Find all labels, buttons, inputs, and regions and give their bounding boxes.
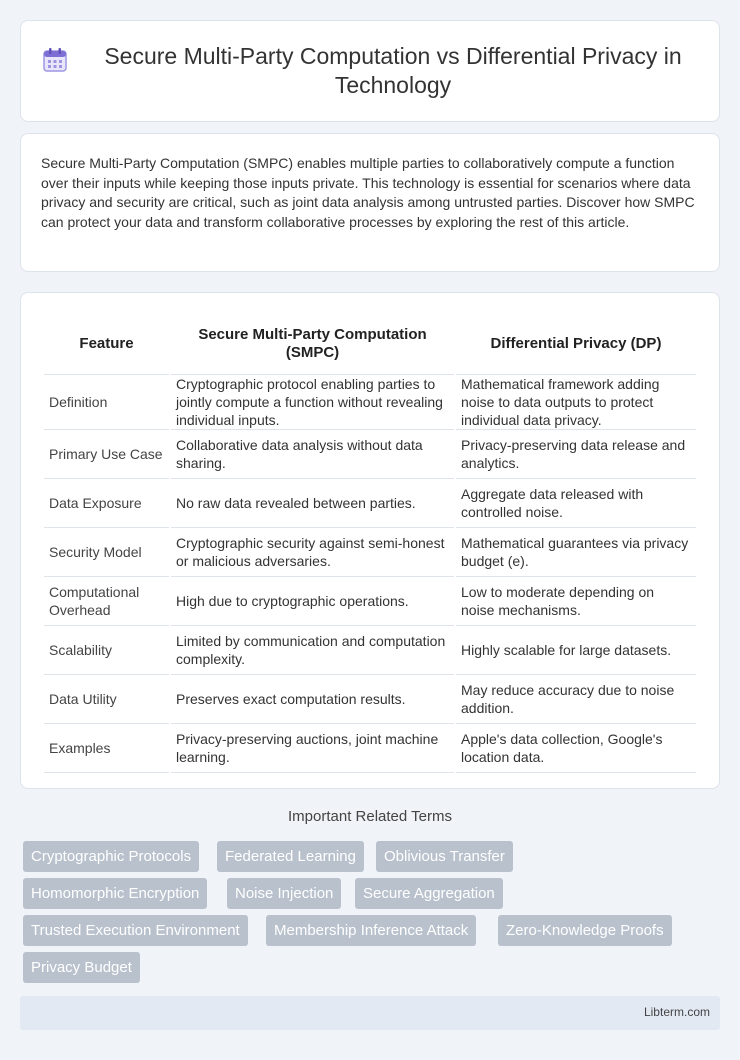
dp-cell: Apple's data collection, Google's location data.: [456, 724, 696, 773]
tag-noise-injection[interactable]: Noise Injection: [227, 878, 341, 909]
tag-trusted-execution-environment[interactable]: Trusted Execution Environment: [23, 915, 248, 946]
smpc-cell: High due to cryptographic operations.: [171, 577, 454, 626]
dp-cell: Low to moderate depending on noise mechanisms.: [456, 577, 696, 626]
tag-membership-inference-attack[interactable]: Membership Inference Attack: [266, 915, 476, 946]
table-row: [44, 577, 696, 626]
feature-cell: Data Exposure: [44, 479, 169, 528]
dp-cell: Aggregate data released with controlled noise.: [456, 479, 696, 528]
tag-oblivious-transfer[interactable]: Oblivious Transfer: [376, 841, 513, 872]
smpc-cell: Cryptographic security against semi-honest or malicious adversaries.: [171, 528, 454, 577]
header-smpc: Secure Multi-Party Computation (SMPC): [171, 313, 454, 375]
feature-cell: Data Utility: [44, 675, 169, 724]
page-title: Secure Multi-Party Computation vs Differential Privacy in Technology: [104, 43, 682, 98]
smpc-cell: Limited by communication and computation complexity.: [171, 626, 454, 675]
feature-cell: Scalability: [44, 626, 169, 675]
tag-cryptographic-protocols[interactable]: Cryptographic Protocols: [23, 841, 199, 872]
dp-cell: Mathematical framework adding noise to data outputs to protect individual data privacy.: [456, 375, 696, 430]
footer: [20, 996, 720, 1030]
tag-zero-knowledge-proofs[interactable]: Zero-Knowledge Proofs: [498, 915, 672, 946]
tag-privacy-budget[interactable]: Privacy Budget: [23, 952, 140, 983]
footer-site-link[interactable]: Libterm.com: [643, 1005, 710, 1019]
dp-cell: Privacy-preserving data release and analytics.: [456, 430, 696, 479]
table-row: [44, 724, 696, 773]
feature-cell: Examples: [44, 724, 169, 773]
table-header-row: [44, 313, 696, 375]
dp-cell: Mathematical guarantees via privacy budget (e).: [456, 528, 696, 577]
smpc-cell: Preserves exact computation results.: [171, 675, 454, 724]
smpc-cell: Cryptographic protocol enabling parties to jointly compute a function without revealing individual inputs.: [171, 375, 454, 430]
feature-cell: Definition: [44, 375, 169, 430]
tag-secure-aggregation[interactable]: Secure Aggregation: [355, 878, 503, 909]
table-row: [44, 528, 696, 577]
dp-cell: May reduce accuracy due to noise addition.: [456, 675, 696, 724]
tag-federated-learning[interactable]: Federated Learning: [217, 841, 364, 872]
intro-paragraph: Secure Multi-Party Computation (SMPC) enables multiple parties to collaboratively compute a function over their inputs while keeping those inputs private. This technology is essential for scenarios where data privacy and security are critical, such as joint data analysis among untrusted parties. Discover how SMPC can protect your data and transform collaborative processes by exploring the rest of this article.: [41, 155, 695, 230]
calendar-icon: [41, 46, 69, 74]
feature-cell: Computational Overhead: [44, 577, 169, 626]
table-row: [44, 675, 696, 724]
comparison-table: [42, 313, 698, 773]
tag-homomorphic-encryption[interactable]: Homomorphic Encryption: [23, 878, 207, 909]
table-row: [44, 479, 696, 528]
feature-cell: Security Model: [44, 528, 169, 577]
table-row: [44, 626, 696, 675]
table-row: [44, 375, 696, 430]
header-dp: Differential Privacy (DP): [456, 313, 696, 375]
dp-cell: Highly scalable for large datasets.: [456, 626, 696, 675]
intro-card: [20, 133, 720, 272]
header-card: [20, 20, 720, 122]
smpc-cell: No raw data revealed between parties.: [171, 479, 454, 528]
smpc-cell: Privacy-preserving auctions, joint machine learning.: [171, 724, 454, 773]
header-feature: Feature: [44, 313, 169, 375]
table-row: [44, 430, 696, 479]
related-terms-title: Important Related Terms: [288, 808, 452, 825]
feature-cell: Primary Use Case: [44, 430, 169, 479]
comparison-table-card: [20, 292, 720, 789]
smpc-cell: Collaborative data analysis without data sharing.: [171, 430, 454, 479]
